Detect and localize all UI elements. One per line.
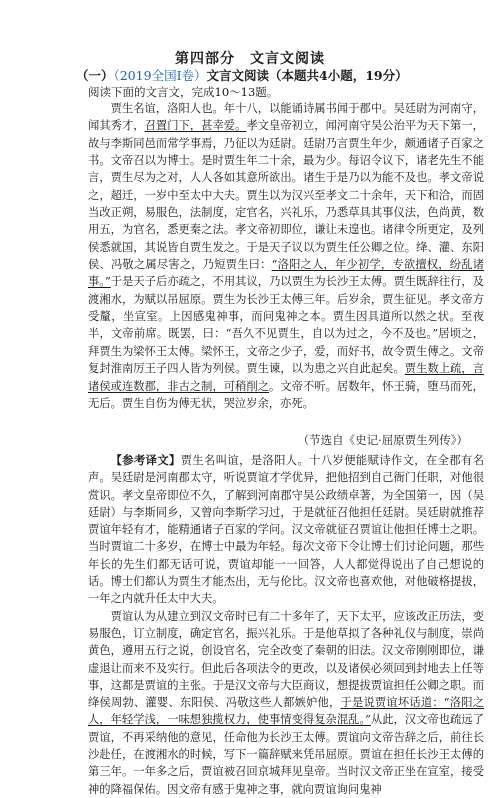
reference-translation <box>88 452 484 798</box>
section-number: （一） <box>76 68 114 83</box>
part-title: 第四部分 文言文阅读 <box>175 51 325 67</box>
passage-text: 贾生名谊，洛阳人也。年十八，以能诵诗属书闻于郡中。吴廷尉为河南守，闻其秀才， <box>88 102 484 133</box>
underlined-sentence: 召置门下，甚幸爱。 <box>144 119 247 133</box>
passage-text: 。文帝不听。居数年，怀王骑，堕马而死，无后。贾生自伤为傅无状，哭泣岁余，亦死。 <box>88 379 484 410</box>
source-citation: （节选自《史记·屈原贾生列传》） <box>297 433 468 447</box>
underlined-translation: 于是说贾谊坏话道：“洛阳之人，年轻学浅，一味想独揽权力，使事情变得复杂混乱。” <box>88 696 484 727</box>
translation-paragraph <box>88 452 484 608</box>
underlined-sentence: 贾生数上疏，言诸侯或连数郡，非古之制，可稍削之 <box>88 362 484 393</box>
classical-text-passage <box>88 100 484 430</box>
section-source: （2019全国Ⅰ卷） <box>113 68 207 83</box>
reading-instruction: 阅读下面的文言文，完成10～13题。 <box>88 85 279 99</box>
translation-paragraph <box>88 608 484 798</box>
passage-text: 于是天子后亦疏之，不用其议，乃以贾生为长沙王太傅。贾生既辞往行，及渡湘水，为赋以吊屈原。贾生为长沙王太傅三年。后岁余，贾生征见。孝文帝方受釐，坐宣室。上因感鬼神事，而问鬼神之本。贾生因具道所以然之状。至夜半，文帝前席。既罢，曰：“吾久不见贾生，自以为过之，今不及也。”居顷之，拜贾生为梁怀王太傅。梁怀王，文帝之少子，爱，而好书，故令贾生傅之。文帝复封淮南厉王子四人皆为列侯。贾生谏，以为患之兴自此起矣。 <box>88 275 484 376</box>
underlined-sentence: “洛阳之人，年少初学，专欲擅权，纷乱诸事。” <box>88 258 484 289</box>
passage-text: 孝文皇帝初立，闻河南守吴公治平为天下第一，故与李斯同邑而常学事焉，乃征以为廷尉。廷尉乃言贾生年少，颇通诸子百家之书。文帝召以为博士。是时贾生年二十余，最为少。每诏令议下，诸老先生不能言，贾生尽为之对，人人各如其意所欲出。诸生于是乃以为能不及也。孝文帝说之，超迁，一岁中至太中大夫。贾生以为汉兴至孝文二十余年，天下和洽，而固当改正朔，易服色，法制度，定官名，兴礼乐，乃悉草具其事仪法，色尚黄，数用五，为官名，悉更秦之法。孝文帝初即位，谦让未遑也。诸律令所更定，及列侯悉就国，其说皆自贾生发之。于是天子议以为贾生任公卿之位。绛、灌、东阳侯、冯敬之属尽害之，乃短贾生曰： <box>88 119 484 272</box>
translation-text: 贾谊认为从建立到汉文帝时已有二十多年了，天下太平，应该改正历法，变易服色，订立制度，确定官名，振兴礼乐。于是他草拟了各种礼仪与制度，崇尚黄色，遵用五行之说，创设官名，完全改变了秦朝的旧法。汉文帝刚刚即位，谦虚退让而来不及实行。但此后各项法令的更改，以及诸侯必须回到封地去上任等事，这都是贾谊的主张。于是汉文帝与大臣商议，想提拔贾谊担任公卿之职。而绛侯周勃、灌婴、东阳侯、冯敬这些人都嫉妒他， <box>88 609 484 710</box>
translation-text: 从此，汉文帝也疏远了贾谊，不再采纳他的意见，任命他为长沙王太傅。贾谊向文帝告辞之后，前往长沙赴任，在渡湘水的时候，写下一篇辞赋来凭吊屈原。贾谊在担任长沙王太傅的第三年。一年多之后，贾谊被召回京城拜见皇帝。当时汉文帝正坐在宣室，接受神的降福保佑。因文帝有感于鬼神之事，就向贾谊询问鬼神 <box>88 713 484 796</box>
reference-label: 【参考译文】 <box>110 453 181 467</box>
translation-text: 贾生名叫谊，是洛阳人。十八岁便能赋诗作文，在全郡有名声。吴廷尉是河南郡太守，听说贾谊才学优异，把他招到自己衙门任职，对他很赏识。孝文皇帝即位不久，了解到河南郡守吴公政绩卓著，为全国第一，因（吴廷尉）与李斯同乡，又曾向李斯学习过，于是就征召他担任廷尉。吴廷尉就推荐贾谊年轻有才，能精通诸子百家的学问。汉文帝就征召贾谊让他担任博士之职。当时贾谊二十多岁，在博士中最为年轻。每次文帝下令让博士们讨论问题，那些年长的先生们都无话可说，贾谊却能一一回答，人人都觉得说出了自己想说的话。博士们都认为贾生才能杰出，无与伦比。汉文帝也喜欢他，对他破格提拔，一年之内就升任太中大夫。 <box>88 454 484 606</box>
section-heading <box>76 66 496 84</box>
section-title: 文言文阅读（本题共4小题，19分） <box>206 68 408 83</box>
